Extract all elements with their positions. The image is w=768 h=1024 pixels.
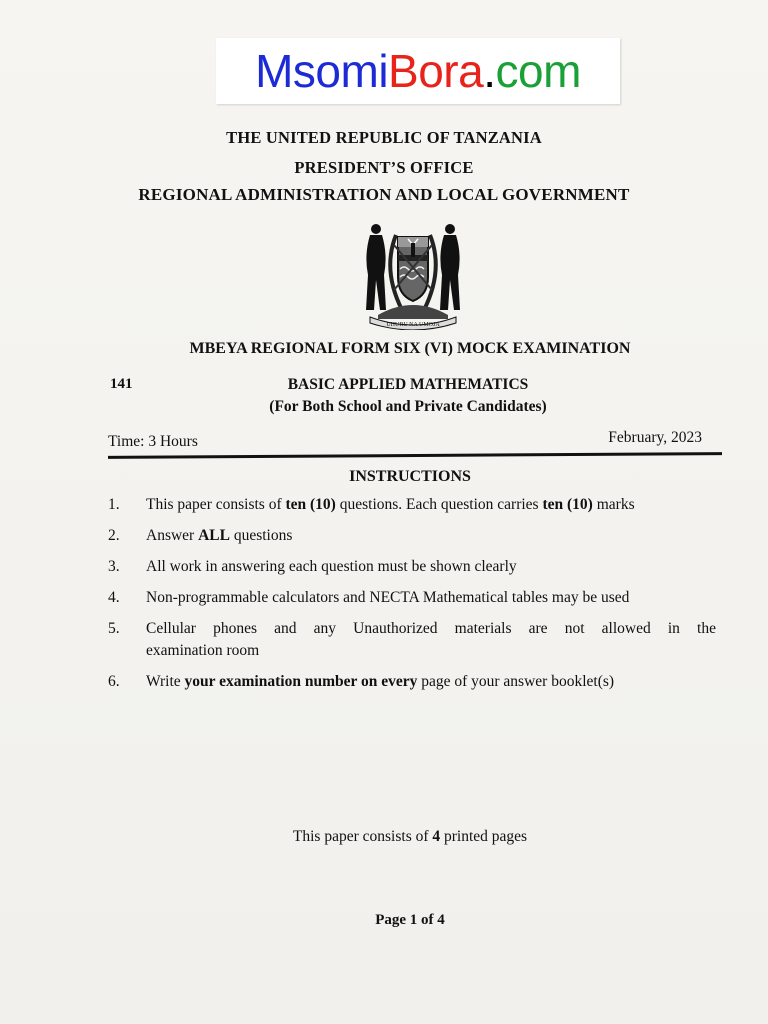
instruction-bold-part: ten (10) [542,496,593,513]
instruction-item [108,525,716,547]
instruction-number: 5. [108,620,120,637]
instructions-list [108,494,716,702]
subject-code: 141 [110,376,133,392]
instruction-bold-part: ALL [198,527,230,544]
instruction-item [108,618,716,662]
instruction-text-part: Write [146,673,185,690]
instruction-number: 4. [108,589,120,606]
header-divider [108,452,722,459]
header-office: PRESIDENT’S OFFICE [294,158,474,177]
instruction-text [146,525,716,547]
subject-name: BASIC APPLIED MATHEMATICS [287,376,529,393]
instruction-number: 2. [108,527,120,544]
instruction-bold-part: your examination number on every [184,673,418,690]
instruction-number: 6. [108,673,120,690]
logo-text-dot: . [483,45,496,97]
instruction-text-part: Answer [146,527,199,544]
instruction-number: 1. [108,496,120,513]
coat-of-arms-emblem-icon [358,215,468,330]
instruction-text-part: questions. Each question carries [335,496,543,513]
header-department: REGIONAL ADMINISTRATION AND LOCAL GOVERNMENT [138,185,630,204]
instruction-number: 3. [108,558,120,575]
instruction-text [146,618,716,662]
instruction-text-line: examination room [146,642,260,659]
exam-title: MBEYA REGIONAL FORM SIX (VI) MOCK EXAMINATION [189,340,631,357]
instruction-text-part: questions [229,527,293,544]
instruction-item [108,556,716,578]
page-count-number: 4 [432,828,441,845]
instruction-text [146,671,716,693]
logo-text-msomi: Msomi [255,45,389,97]
exam-date: February, 2023 [608,429,702,446]
page-number: Page 1 of 4 [375,912,445,928]
header-country: THE UNITED REPUBLIC OF TANZANIA [226,128,542,147]
instruction-text [146,494,716,516]
instruction-item [108,587,716,609]
instruction-text-line: Cellular phones and any Unauthorized materials are not allowed in the [146,620,716,637]
instruction-text-part: This paper consists of [146,496,286,513]
page-count-text: This paper consists of [292,828,433,845]
instructions-title: INSTRUCTIONS [349,468,471,485]
page-count-note [0,828,768,846]
emblem-motto: UHURU NA UMOJA [386,322,440,328]
msomibora-logo-banner[interactable] [216,38,620,104]
instruction-text-part: page of your answer booklet(s) [417,673,615,690]
instruction-text: All work in answering each question must be shown clearly [146,558,517,575]
instruction-text: Non-programmable calculators and NECTA Mathematical tables may be used [146,589,630,606]
instruction-item [108,494,716,516]
instruction-bold-part: ten (10) [285,496,336,513]
logo-text-bora: Bora [388,45,484,97]
instruction-item [108,671,716,693]
page-count-text: printed pages [440,828,528,845]
exam-duration: Time: 3 Hours [108,433,198,450]
candidates-note: (For Both School and Private Candidates) [269,398,547,415]
logo-text-com: com [495,45,581,97]
instruction-text-part: marks [592,496,635,513]
